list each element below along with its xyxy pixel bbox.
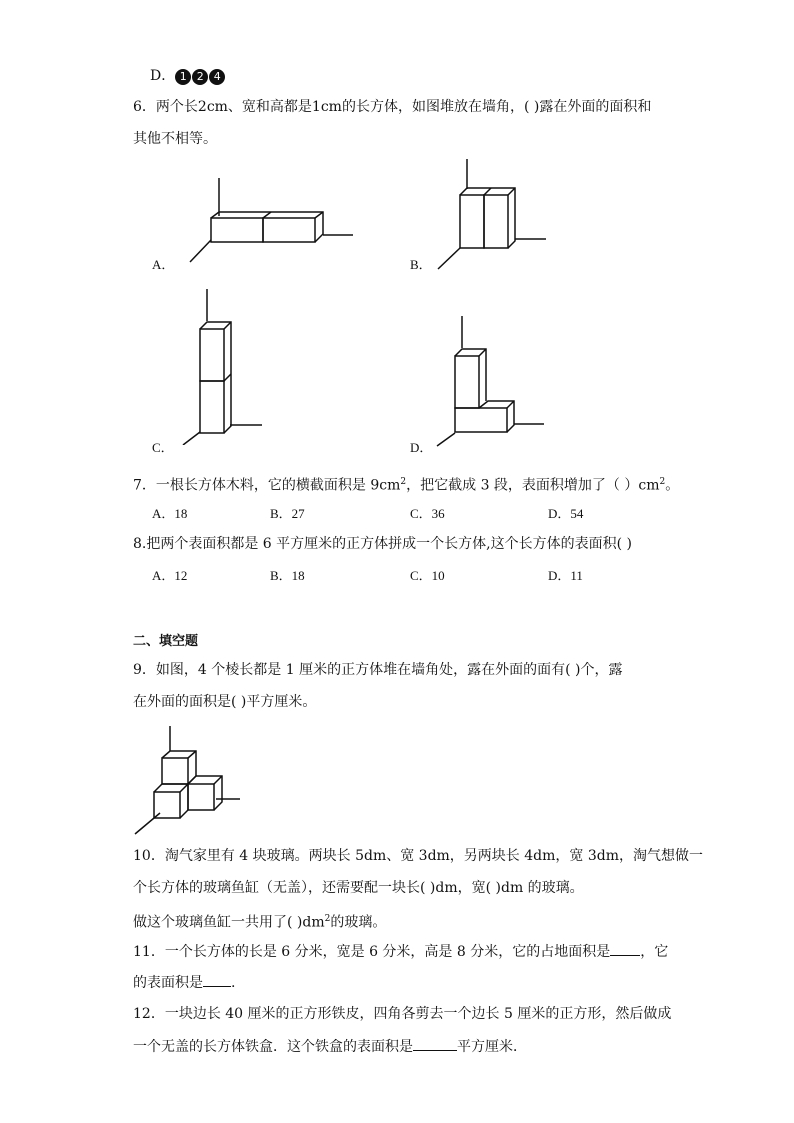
section-title: 二、填空题 bbox=[133, 634, 199, 649]
q6-figure-b bbox=[430, 155, 560, 275]
q12-line1: 12．一块边长 40 厘米的正方形铁皮，四角各剪去一个边长 5 厘米的正方形，然后做成 bbox=[133, 1006, 672, 1022]
answer-blank[interactable] bbox=[610, 941, 640, 956]
q7-option-c: C．36 bbox=[410, 506, 445, 521]
q11-line2: 的表面积是 . bbox=[133, 972, 235, 993]
answer-blank[interactable] bbox=[413, 1036, 457, 1051]
q12-line2: 一个无盖的长方体铁盒．这个铁盒的表面积是 平方厘米． bbox=[133, 1036, 527, 1057]
q6-option-a-label: A． bbox=[152, 257, 175, 272]
q6-option-d-label: D． bbox=[410, 440, 433, 455]
q7-option-a: A．18 bbox=[152, 506, 188, 521]
q11-line1: 11．一个长方体的长是 6 分米，宽是 6 分米，高是 8 分米，它的占地面积是 ，它 bbox=[133, 941, 668, 962]
answer-blank[interactable] bbox=[203, 972, 231, 987]
q6-figure-c bbox=[180, 285, 280, 445]
q6-line2: 其他不相等。 bbox=[133, 131, 217, 147]
q10-line2: 个长方体的玻璃鱼缸（无盖），还需要配一块长( )dm，宽( )dm 的玻璃。 bbox=[133, 880, 584, 896]
q8-option-c: C．10 bbox=[410, 568, 445, 583]
q6-figure-d bbox=[432, 312, 562, 447]
q6-figure-a bbox=[185, 172, 365, 272]
q8-text: 8.把两个表面积都是 6 平方厘米的正方体拼成一个长方体,这个长方体的表面积( ) bbox=[133, 536, 632, 552]
q7-text: 7．一根长方体木料，它的横截面积是 $9cm^2$，把它截成 3 段，表面积增加了（ ）$cm^2$。 bbox=[133, 477, 680, 494]
q9-figure bbox=[130, 722, 245, 837]
q8-option-a: A．12 bbox=[152, 568, 188, 583]
q8-option-d: D．11 bbox=[548, 568, 583, 583]
q6-option-b-label: B． bbox=[410, 257, 432, 272]
q6-option-c-label: C． bbox=[152, 440, 174, 455]
q10-line1: 10．淘气家里有 4 块玻璃。两块长 5dm、宽 3dm，另两块长 4dm，宽 3dm，淘气想做一 bbox=[133, 848, 703, 864]
circled-number: 1 bbox=[175, 69, 191, 85]
q5-option-d: D． 1 2 4 bbox=[150, 66, 226, 86]
circled-number: 2 bbox=[192, 69, 208, 85]
q7-option-d: D．54 bbox=[548, 506, 584, 521]
q7-option-b: B．27 bbox=[270, 506, 305, 521]
q9-line2: 在外面的面积是( )平方厘米。 bbox=[133, 694, 317, 710]
q8-option-b: B．18 bbox=[270, 568, 305, 583]
circled-number: 4 bbox=[209, 69, 225, 85]
q10-line3: 做这个玻璃鱼缸一共用了( )$dm^2$的玻璃。 bbox=[133, 914, 387, 931]
q9-line1: 9．如图，4 个棱长都是 1 厘米的正方体堆在墙角处，露在外面的面有( )个，露 bbox=[133, 662, 623, 678]
q6-line1: 6．两个长2cm、宽和高都是1cm的长方体，如图堆放在墙角，( )露在外面的面积和 bbox=[133, 99, 652, 115]
